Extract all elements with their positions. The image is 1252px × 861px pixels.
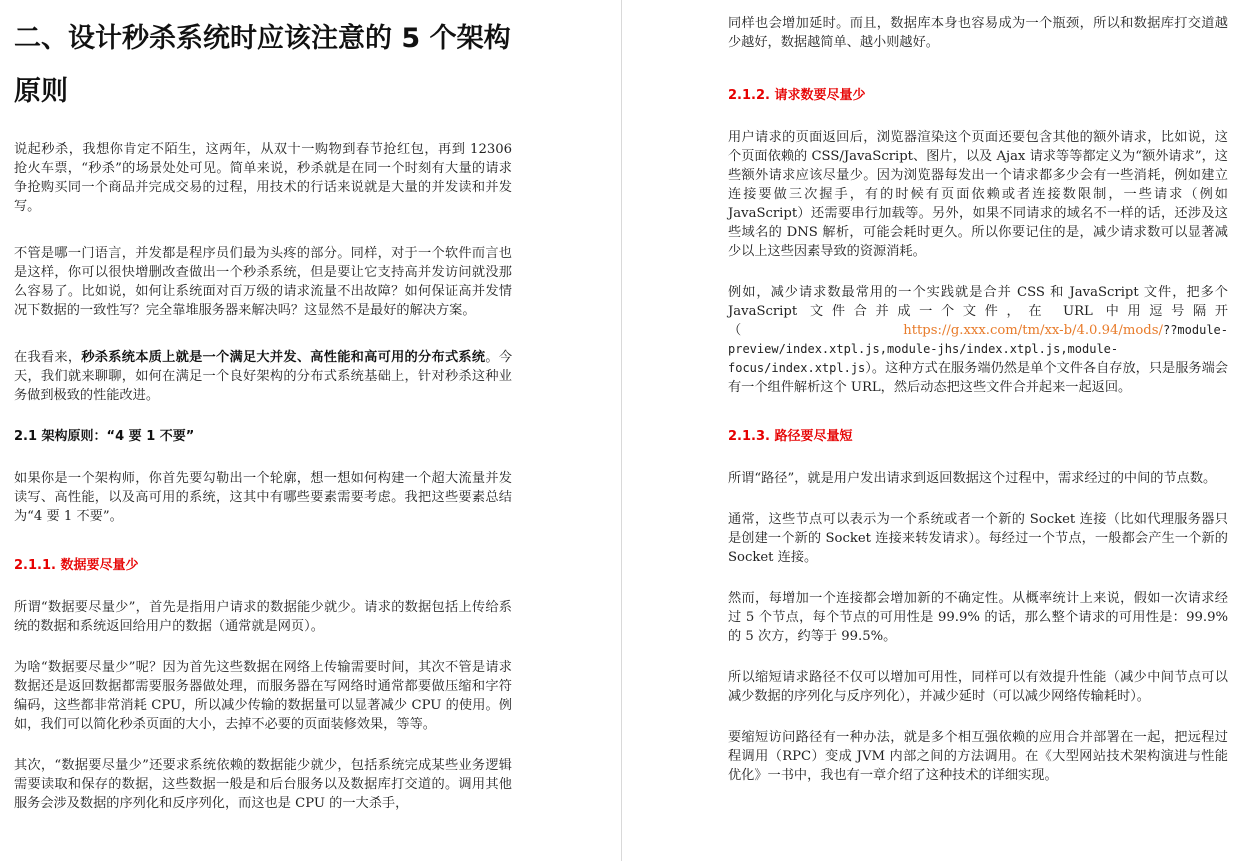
paragraph-merge-files (728, 283, 1228, 397)
document-page-left (0, 0, 622, 861)
combo-url-modules: ??module-preview/index.xtpl.js,module-jhs/index.xtpl.js,module-focus/index.xtpl.js (728, 323, 1228, 375)
paragraph-concurrency: 不管是哪一门语言，并发都是程序员们最为头疼的部分。同样，对于一个软件而言也是这样，你可以很快增删改查做出一个秒杀系统，但是要让它支持高并发访问就没那么容易了。比如说，如何让系统面对百万级的请求流量不出故障？如何保证高并发情况下数据的一致性写？完全靠堆服务器来解决吗？这显然不是最好的解决方案。 (14, 246, 512, 318)
paragraph-shorten-path: 所以缩短请求路径不仅可以增加可用性，同样可以有效提升性能（减少中间节点可以减少数据的序列化与反序列化），并减少延时（可以减少网络传输耗时）。 (728, 670, 1228, 704)
page-divider (621, 0, 622, 861)
document-page-right (623, 0, 1252, 861)
combo-url-link[interactable]: https://g.xxx.com/tm/xx-b/4.0.94/mods/ (903, 323, 1163, 338)
paragraph-architect: 如果你是一个架构师，你首先要勾勒出一个轮廓，想一想如何构建一个超大流量并发读写、高性能，以及高可用的系统，这其中有哪些要素需要考虑。我把这些要素总结为“4 要 1 不要”。 (14, 471, 512, 524)
heading-less-data: 2.1.1. 数据要尽量少 (14, 558, 139, 573)
heading-less-requests: 2.1.2. 请求数要尽量少 (728, 88, 866, 103)
paragraph-merge-deploy: 要缩短访问路径有一种办法，就是多个相互强依赖的应用合并部署在一起，把远程过程调用（RPC）变成 JVM 内部之间的方法调用。在《大型网站技术架构演进与性能优化》一书中，我也有一章介绍了这种技术的详细实现。 (728, 730, 1228, 783)
paragraph-essence-suffix: 。今天，我们就来聊聊，如何在满足一个良好架构的分布式系统基础上，针对秒杀这种业务做到极致的性能改进。 (14, 350, 513, 403)
paragraph-essence-bold: 秒杀系统本质上就是一个满足大并发、高性能和高可用的分布式系统 (81, 350, 486, 365)
paragraph-path-definition: 所谓“路径”，就是用户发出请求到返回数据这个过程中，需求经过的中间的节点数。 (728, 471, 1217, 486)
paragraph-less-data-why: 为啥“数据要尽量少”呢？因为首先这些数据在网络上传输需要时间，其次不管是请求数据还是返回数据都需要服务器做处理，而服务器在写网络时通常都要做压缩和字符编码，这些都非常消耗 CPU，所以减少传输的数据量可以显著减少 CPU 的使用。例如，我们可以简化秒杀页面的大小，去掉不必要的页面装修效果，等等。 (14, 660, 512, 732)
paragraph-merge-suffix: ）。这种方式在服务端仍然是单个文件各自存放，只是服务端会有一个组件解析这个 URL，然后动态把这些文件合并起来一起返回。 (728, 361, 1228, 395)
paragraph-socket-nodes: 通常，这些节点可以表示为一个系统或者一个新的 Socket 连接（比如代理服务器只是创建一个新的 Socket 连接来转发请求）。每经过一个节点，一般都会产生一个新的 Socket 连接。 (728, 512, 1228, 565)
heading-short-path: 2.1.3. 路径要尽量短 (728, 429, 853, 444)
paragraph-less-data-definition: 所谓“数据要尽量少”，首先是指用户请求的数据能少就少。请求的数据包括上传给系统的数据和系统返回给用户的数据（通常就是网页）。 (14, 600, 512, 634)
paragraph-essence (14, 348, 512, 405)
paragraph-intro: 说起秒杀，我想你肯定不陌生，这两年，从双十一购物到春节抢红包，再到 12306 抢火车票，“秒杀”的场景处处可见。简单来说，秒杀就是在同一个时刻有大量的请求争抢购买同一个商品并完成交易的过程，用技术的行话来说就是大量的并发读和并发写。 (14, 142, 512, 214)
section-title: 二、设计秒杀系统时应该注意的 5 个架构原则 (14, 23, 511, 107)
paragraph-essence-prefix: 在我看来， (14, 350, 82, 365)
heading-architecture-principles: 2.1 架构原则：“4 要 1 不要” (14, 429, 195, 444)
paragraph-less-requests: 用户请求的页面返回后，浏览器渲染这个页面还要包含其他的额外请求，比如说，这个页面依赖的 CSS/JavaScript、图片，以及 Ajax 请求等等都定义为“额外请求”，这些额外请求应该尽量少。因为浏览器每发出一个请求都多少会有一些消耗，例如建立连接要做三次握手，有的时候有页面依赖或者连接数限制，一些请求（例如 JavaScript）还需要串行加载等。另外，如果不同请求的域名不一样的话，还涉及这些域名的 DNS 解析，可能会耗时更久。所以你要记住的是，减少请求数可以显著减少以上这些因素导致的资源消耗。 (728, 130, 1228, 259)
paragraph-availability: 然而，每增加一个连接都会增加新的不确定性。从概率统计上来说，假如一次请求经过 5 个节点，每个节点的可用性是 99.9% 的话，那么整个请求的可用性是：99.9% 的 5 次方，约等于 99.5%。 (728, 591, 1228, 644)
paragraph-merge-prefix: 例如，减少请求数最常用的一个实践就是合并 CSS 和 JavaScript 文件，把多个 JavaScript 文件合并成一个文件，在 URL 中用逗号隔开（ (728, 285, 1228, 338)
paragraph-db-latency: 同样也会增加延时。而且，数据库本身也容易成为一个瓶颈，所以和数据库打交道越少越好，数据越简单、越小则越好。 (728, 16, 1228, 50)
paragraph-less-data-dependency: 其次，“数据要尽量少”还要求系统依赖的数据能少就少，包括系统完成某些业务逻辑需要读取和保存的数据，这些数据一般是和后台服务以及数据库打交道的。调用其他服务会涉及数据的序列化和反序列化，而这也是 CPU 的一大杀手， (14, 758, 512, 811)
